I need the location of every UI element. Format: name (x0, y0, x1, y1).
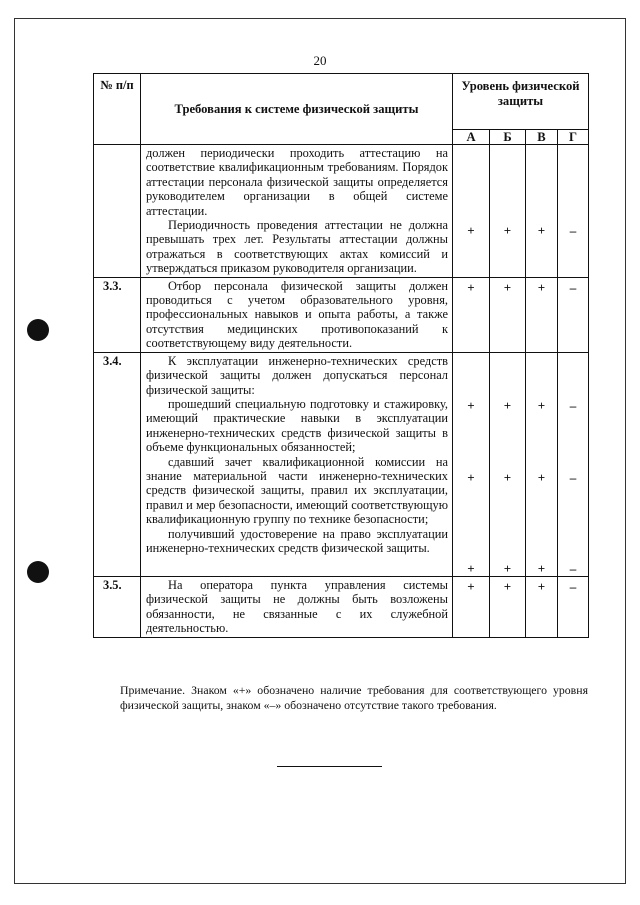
mark-cell (558, 145, 589, 278)
table-header-row (94, 74, 589, 130)
mark-value: + (537, 279, 546, 295)
mark-cell (453, 277, 490, 352)
requirement-paragraph: Отбор персонала физической защиты должен проводиться с учетом образовательного уровня, профессиональных навыков и опыта работы, а также отсутствия медицинских противопоказаний к соответствующему виду деятельности. (146, 278, 448, 351)
footnote: Примечание. Знаком «+» обозначено наличие требования для соответствующего уровня физической защиты, знаком «–» обозначено отсутствие такого требования. (120, 683, 588, 712)
mark-value: + (503, 397, 512, 413)
mark-value: + (537, 560, 546, 576)
requirement-text (141, 352, 453, 576)
mark-value: + (537, 223, 546, 238)
mark-value: + (503, 279, 512, 295)
table-row (94, 576, 589, 637)
level-c-header: В (526, 130, 558, 145)
table-row (94, 277, 589, 352)
mark-cell (558, 352, 589, 576)
mark-cell (526, 277, 558, 352)
mark-cell (490, 576, 526, 637)
mark-cell (490, 352, 526, 576)
mark-value: – (569, 560, 577, 576)
requirement-paragraph: К эксплуатации инженерно-технических средств физической защиты должен допускаться персонал физической защиты: (146, 353, 448, 397)
mark-value: – (569, 470, 577, 486)
row-number: 3.5. (94, 576, 141, 637)
mark-value: + (537, 578, 546, 594)
header-level: Уровень физической защиты (453, 74, 589, 130)
requirement-paragraph: должен периодически проходить аттестацию на соответствие квалификационным требованиям. Порядок аттестации персонала физической защиты определяется руководителем организации в общей системе аттестации. (146, 146, 448, 218)
punch-hole-top (27, 319, 49, 341)
mark-cell (526, 352, 558, 576)
mark-cell (453, 576, 490, 637)
requirement-text (141, 277, 453, 352)
requirement-text (141, 576, 453, 637)
mark-value: + (467, 578, 475, 594)
mark-value: – (569, 279, 577, 295)
mark-value: + (503, 578, 512, 594)
mark-value: + (467, 470, 475, 486)
requirement-paragraph: прошедший специальную подготовку и стажировку, имеющий практические навыки в эксплуатации инженерно-технических средств физической защиты в объеме функциональных обязанностей; (146, 396, 448, 455)
requirements-table (93, 73, 589, 638)
requirement-paragraph: Периодичность проведения аттестации не должна превышать трех лет. Результаты аттестации должны отражаться в соответствующих актах комиссий и утверждаться приказом руководителя организации. (146, 218, 448, 276)
level-d-header: Г (558, 130, 589, 145)
page-number: 20 (313, 53, 327, 68)
mark-cell (453, 145, 490, 278)
mark-value: + (467, 560, 475, 576)
mark-value: + (503, 223, 512, 238)
mark-cell (526, 145, 558, 278)
requirement-paragraph: сдавший зачет квалификационной комиссии на знание материальной части инженерно-технических средств физической защиты, правил их эксплуатации, правил и мер безопасности, имеющий соответствующую квалификационную группу по технике безопасности; (146, 454, 448, 527)
row-number: 3.4. (94, 352, 141, 576)
level-b-header: Б (490, 130, 526, 145)
row-number: 3.3. (94, 277, 141, 352)
mark-cell (558, 277, 589, 352)
mark-value: + (537, 470, 546, 486)
mark-value: + (503, 470, 512, 486)
mark-cell (526, 576, 558, 637)
punch-hole-bottom (27, 561, 49, 583)
level-a-header: А (453, 130, 490, 145)
mark-value: – (569, 578, 577, 594)
table-row (94, 352, 589, 576)
mark-cell (490, 145, 526, 278)
mark-value: + (467, 223, 475, 238)
table-row (94, 145, 589, 278)
requirement-paragraph: На оператора пункта управления системы физической защиты не должны быть возложены обязанности, не связанные с их служебной деятельностью. (146, 577, 448, 636)
mark-value: – (569, 223, 577, 238)
mark-value: – (569, 397, 577, 413)
mark-cell (558, 576, 589, 637)
mark-value: + (467, 397, 475, 413)
mark-value: + (537, 397, 546, 413)
header-title: Требования к системе физической защиты (141, 74, 453, 145)
requirement-text (141, 145, 453, 278)
row-number (94, 145, 141, 278)
mark-value: + (467, 279, 475, 295)
mark-cell (490, 277, 526, 352)
requirement-paragraph: получивший удостоверение на право эксплуатации инженерно-технических средств физической защиты. (146, 526, 448, 555)
header-num: № п/п (94, 74, 141, 145)
mark-cell (453, 352, 490, 576)
mark-value: + (503, 560, 512, 576)
end-rule (277, 766, 382, 767)
